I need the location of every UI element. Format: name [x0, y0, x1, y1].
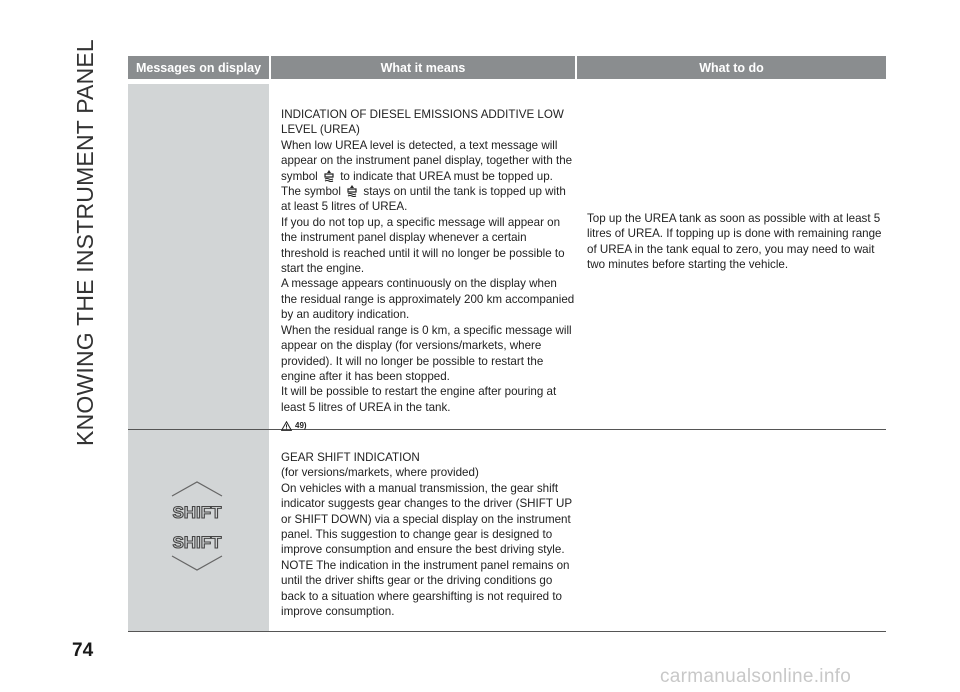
meaning-paragraph: A message appears continuously on the display when the residual range is approximately 200 km accompanied by an auditory indication.: [281, 277, 575, 322]
header-what-to-do: What to do: [577, 56, 886, 79]
action-cell: [575, 430, 886, 631]
meaning-paragraph: NOTE The indication in the instrument panel remains on until the driver shifts gear or the driving conditions go back to a situation where gearshifting is not required to improve consumption.: [281, 558, 570, 619]
meaning-title: INDICATION OF DIESEL EMISSIONS ADDITIVE LOW LEVEL (UREA): [281, 108, 564, 137]
meaning-paragraph: The symbol stays on until the tank is topped up with at least 5 litres of UREA.: [281, 185, 566, 214]
table-row-urea: [128, 84, 886, 430]
page-number: 74: [72, 640, 94, 661]
meaning-cell: [269, 430, 575, 631]
shift-down-label: SHIFT: [172, 533, 222, 552]
meaning-paragraph: It will be possible to restart the engine after pouring at least 5 litres of UREA in the tank.: [281, 385, 557, 414]
watermark: carmanualsonline.info: [660, 666, 852, 687]
urea-icon: [323, 169, 335, 182]
meaning-title: GEAR SHIFT INDICATION: [281, 451, 420, 464]
header-what-it-means: What it means: [271, 56, 575, 79]
shift-up-label: SHIFT: [172, 503, 222, 522]
header-messages-on-display: Messages on display: [128, 56, 269, 79]
table-header: [128, 56, 886, 79]
meaning-paragraph: When low UREA level is detected, a text message will appear on the instrument panel display, together with the symbol to indicate that UREA must be topped up.: [281, 138, 573, 183]
gear-shift-indicator-icon: [168, 480, 226, 572]
section-title: KNOWING THE INSTRUMENT PANEL: [71, 39, 98, 446]
table-row-gear-shift: [128, 430, 886, 632]
action-cell: [575, 84, 886, 429]
display-icon-cell: [128, 430, 269, 631]
meaning-paragraph: If you do not top up, a specific message will appear on the instrument panel display whenever a certain threshold is reached until it will no longer be possible to start the engine.: [281, 215, 565, 276]
meaning-paragraph: On vehicles with a manual transmission, the gear shift indicator suggests gear changes to the driver (SHIFT UP or SHIFT DOWN) via a special display on the instrument panel. This suggestion to change gear is designed to improve consumption and ensure the best driving style.: [281, 481, 572, 557]
display-icon-cell: [128, 84, 269, 429]
warning-reference: 49): [281, 418, 575, 433]
messages-table: [128, 56, 886, 632]
meaning-cell: [269, 84, 575, 429]
meaning-paragraph: (for versions/markets, where provided): [281, 466, 479, 480]
action-text: Top up the UREA tank as soon as possible with at least 5 litres of UREA. If topping up is done with remaining range of UREA in the tank equal to zero, you may need to wait two minutes before starting the vehicle.: [587, 211, 882, 271]
urea-icon: [346, 184, 358, 197]
meaning-paragraph: When the residual range is 0 km, a specific message will appear on the display (for versions/markets, where provided). It will no longer be possible to restart the engine after it has been stopped.: [281, 323, 572, 383]
